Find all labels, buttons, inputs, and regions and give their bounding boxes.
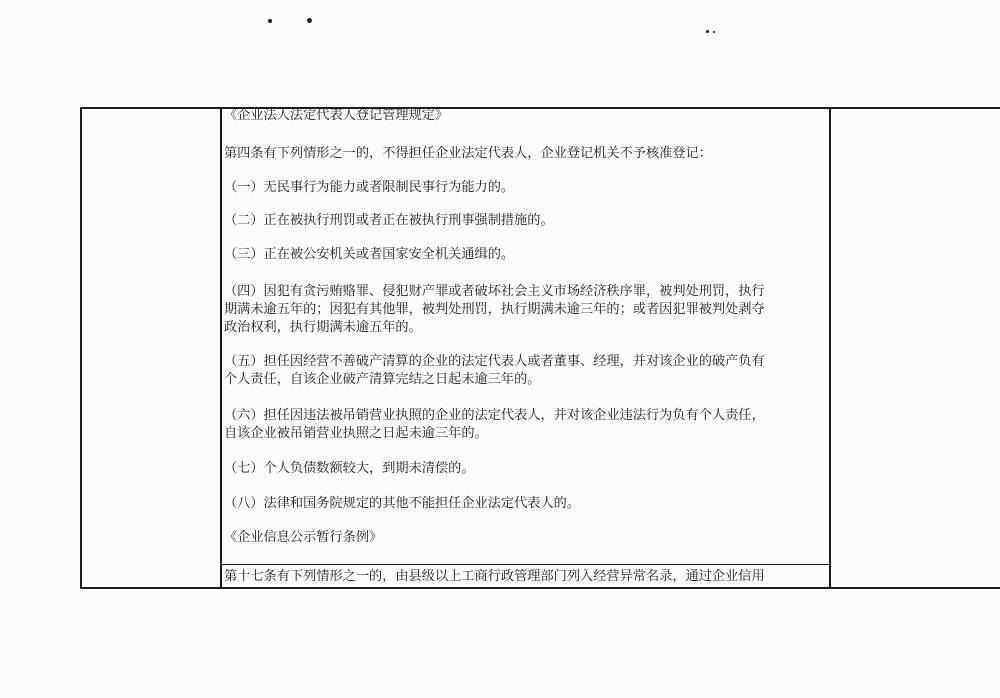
scan-speck bbox=[268, 19, 272, 23]
list-item-5-line-2: 个人责任，自该企业破产清算完结之日起未逾三年的。 bbox=[224, 372, 541, 387]
list-item-5-line-1: （五）担任因经营不善破产清算的企业的法定代表人或者董事、经理，并对该企业的破产负有 bbox=[224, 354, 765, 369]
table-left-border bbox=[80, 107, 82, 589]
regulation-title-2: 《企业信息公示暂行条例》 bbox=[224, 530, 383, 545]
list-item-8: （八）法律和国务院规定的其他不能担任企业法定代表人的。 bbox=[224, 496, 581, 511]
list-item-3: （三）正在被公安机关或者国家安全机关通缉的。 bbox=[224, 247, 515, 262]
regulation-title-1: 《企业法人法定代表人登记管理规定》 bbox=[224, 108, 449, 123]
table-column-divider-1 bbox=[220, 107, 222, 589]
article-17-intro: 第十七条有下列情形之一的，由县级以上工商行政管理部门列入经营异常名录，通过企业信用 bbox=[224, 569, 765, 584]
list-item-6-line-2: 自该企业被吊销营业执照之日起未逾三年的。 bbox=[224, 426, 488, 441]
table-top-border bbox=[80, 107, 1000, 109]
list-item-2: （二）正在被执行刑罚或者正在被执行刑事强制措施的。 bbox=[224, 213, 554, 228]
list-item-7: （七）个人负债数额较大，到期未清偿的。 bbox=[224, 461, 475, 476]
table-bottom-border bbox=[80, 587, 1000, 589]
table-column-divider-2 bbox=[829, 107, 831, 589]
list-item-1: （一）无民事行为能力或者限制民事行为能力的。 bbox=[224, 180, 515, 195]
table-row-divider bbox=[220, 564, 831, 565]
article-4-intro: 第四条有下列情形之一的，不得担任企业法定代表人，企业登记机关不予核准登记： bbox=[224, 146, 712, 161]
scan-speck bbox=[307, 18, 312, 23]
list-item-4-line-1: （四）因犯有贪污贿赂罪、侵犯财产罪或者破坏社会主义市场经济秩序罪，被判处刑罚，执行 bbox=[224, 284, 765, 299]
list-item-4-line-3: 政治权利，执行期满未逾五年的。 bbox=[224, 320, 422, 335]
scan-speck bbox=[713, 31, 715, 33]
list-item-4-line-2: 期满未逾五年的；因犯有其他罪，被判处刑罚，执行期满未逾三年的；或者因犯罪被判处剥夺 bbox=[224, 302, 765, 317]
list-item-6-line-1: （六）担任因违法被吊销营业执照的企业的法定代表人，并对该企业违法行为负有个人责任， bbox=[224, 408, 765, 423]
scan-speck bbox=[706, 30, 709, 33]
